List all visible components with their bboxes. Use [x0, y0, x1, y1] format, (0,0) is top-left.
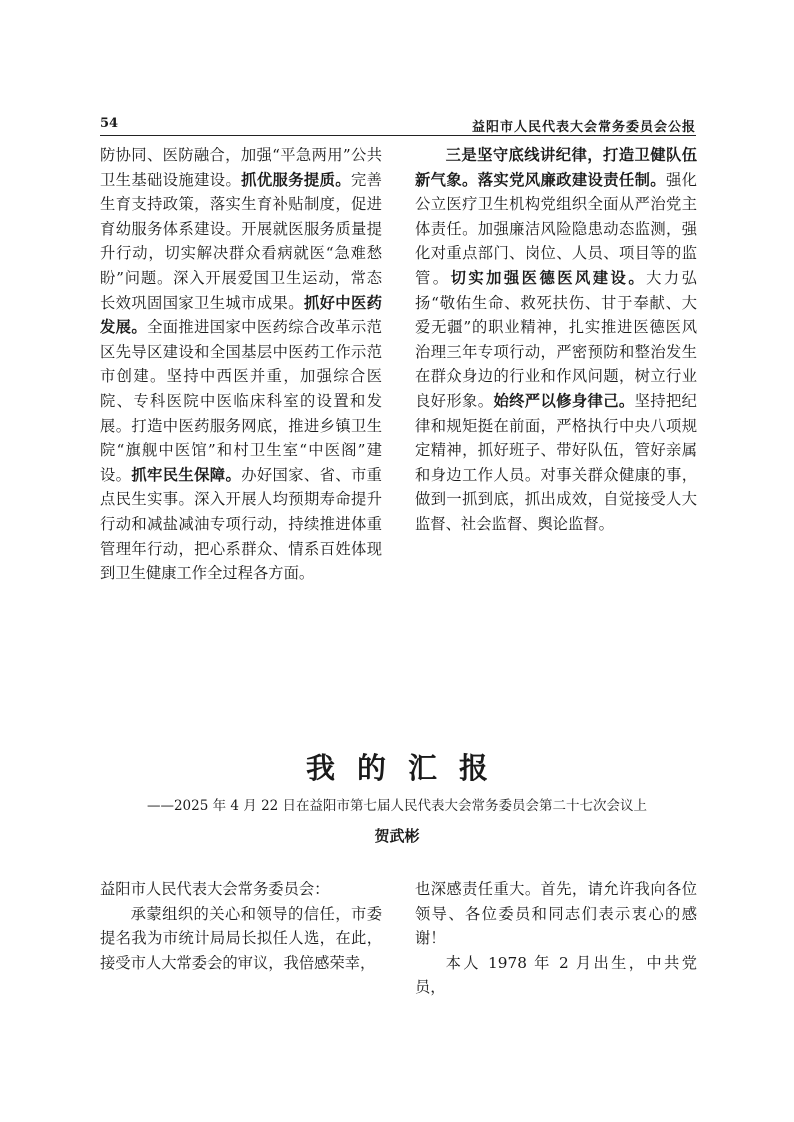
text-run: 防协同、医防融合，加强“平急两用”公共卫生基础设施建设。 [100, 146, 382, 189]
bold-heading-run: 切实加强医德医风建设。 [450, 268, 647, 287]
bold-heading-run: 抓优服务提质。 [241, 170, 351, 189]
bold-heading-run: 三是坚守底线讲纪律，打造卫健队伍新气象。 [415, 146, 697, 189]
bold-heading-run: 落实党风廉政建设责任制。 [477, 170, 666, 189]
report-paragraph: 本人 1978 年 2 月出生，中共党员， [415, 953, 697, 997]
lower-left-column [100, 877, 382, 975]
bold-heading-run: 抓好中医药发展。 [100, 293, 382, 337]
text-run: 坚持把纪律和规矩挺在前面，严格执行中央八项规定精神，抓好班子、带好队伍，管好亲属和身边工作人员。对事关群众健康的事，做到一抓到底，抓出成效，自觉接受人大监督、社会监督、舆论监督。 [415, 391, 697, 533]
report-paragraph: 也深感责任重大。首先，请允许我向各位领导、各位委员和同志们表示衷心的感谢！ [415, 880, 697, 948]
report-subtitle: ——2025 年 4 月 22 日在益阳市第七届人民代表大会常务委员会第二十七次会议上 [146, 798, 648, 814]
upper-left-column [100, 143, 382, 586]
text-run: 全面推进国家中医药综合改革示范区先导区建设和全国基层中医药工作示范市创建。坚持中西医并重，加强综合医院、专科医院中医临床科室的设置和发展。打造中医药服务网底，推进乡镇卫生院“旗舰中医馆”和村卫生室“中医阁”建设。 [100, 318, 382, 484]
page-header [100, 113, 696, 136]
report-title: 我的汇报 [305, 751, 510, 785]
text-run: 办好国家、省、市重点民生实事。深入开展人均预期寿命提升行动和减盐减油专项行动，持续推进体重管理年行动，把心系群众、情系百姓体现到卫生健康工作全过程各方面。 [100, 465, 382, 583]
report-author: 贺武彬 [374, 827, 420, 845]
text-run: 大力弘扬“敬佑生命、救死扶伤、甘于奉献、大爱无疆”的职业精神，扎实推进医德医风治理三年专项行动，严密预防和整治发生在群众身边的行业和作风问题，树立行业良好形象。 [415, 268, 697, 410]
upper-left-paragraph [100, 143, 382, 586]
upper-right-column [415, 143, 697, 537]
text-run: 强化公立医疗卫生机构党组织全面从严治党主体责任。加强廉洁风险隐患动态监测，强化对重点部门、岗位、人员、项目等的监管。 [415, 170, 697, 287]
text-run: 完善生育支持政策，落实生育补贴制度，促进育幼服务体系建设。开展就医服务质量提升行动，切实解决群众看病就医“急难愁盼”问题。深入开展爱国卫生运动，常态长效巩固国家卫生城市成果。 [100, 170, 382, 312]
report-paragraph: 承蒙组织的关心和领导的信任，市委提名我为市统计局局长拟任人选，在此，接受市人大常委会的审议，我倍感荣幸， [100, 904, 382, 972]
upper-right-paragraph [415, 143, 697, 537]
journal-title: 益阳市人民代表大会常务委员会公报 [471, 120, 696, 135]
salutation: 益阳市人民代表大会常务委员会： [100, 880, 330, 898]
bold-heading-run: 始终严以修身律己。 [493, 391, 635, 410]
bold-heading-run: 抓牢民生保障。 [131, 465, 242, 484]
lower-right-column [415, 877, 697, 1000]
page-number: 54 [100, 116, 119, 131]
